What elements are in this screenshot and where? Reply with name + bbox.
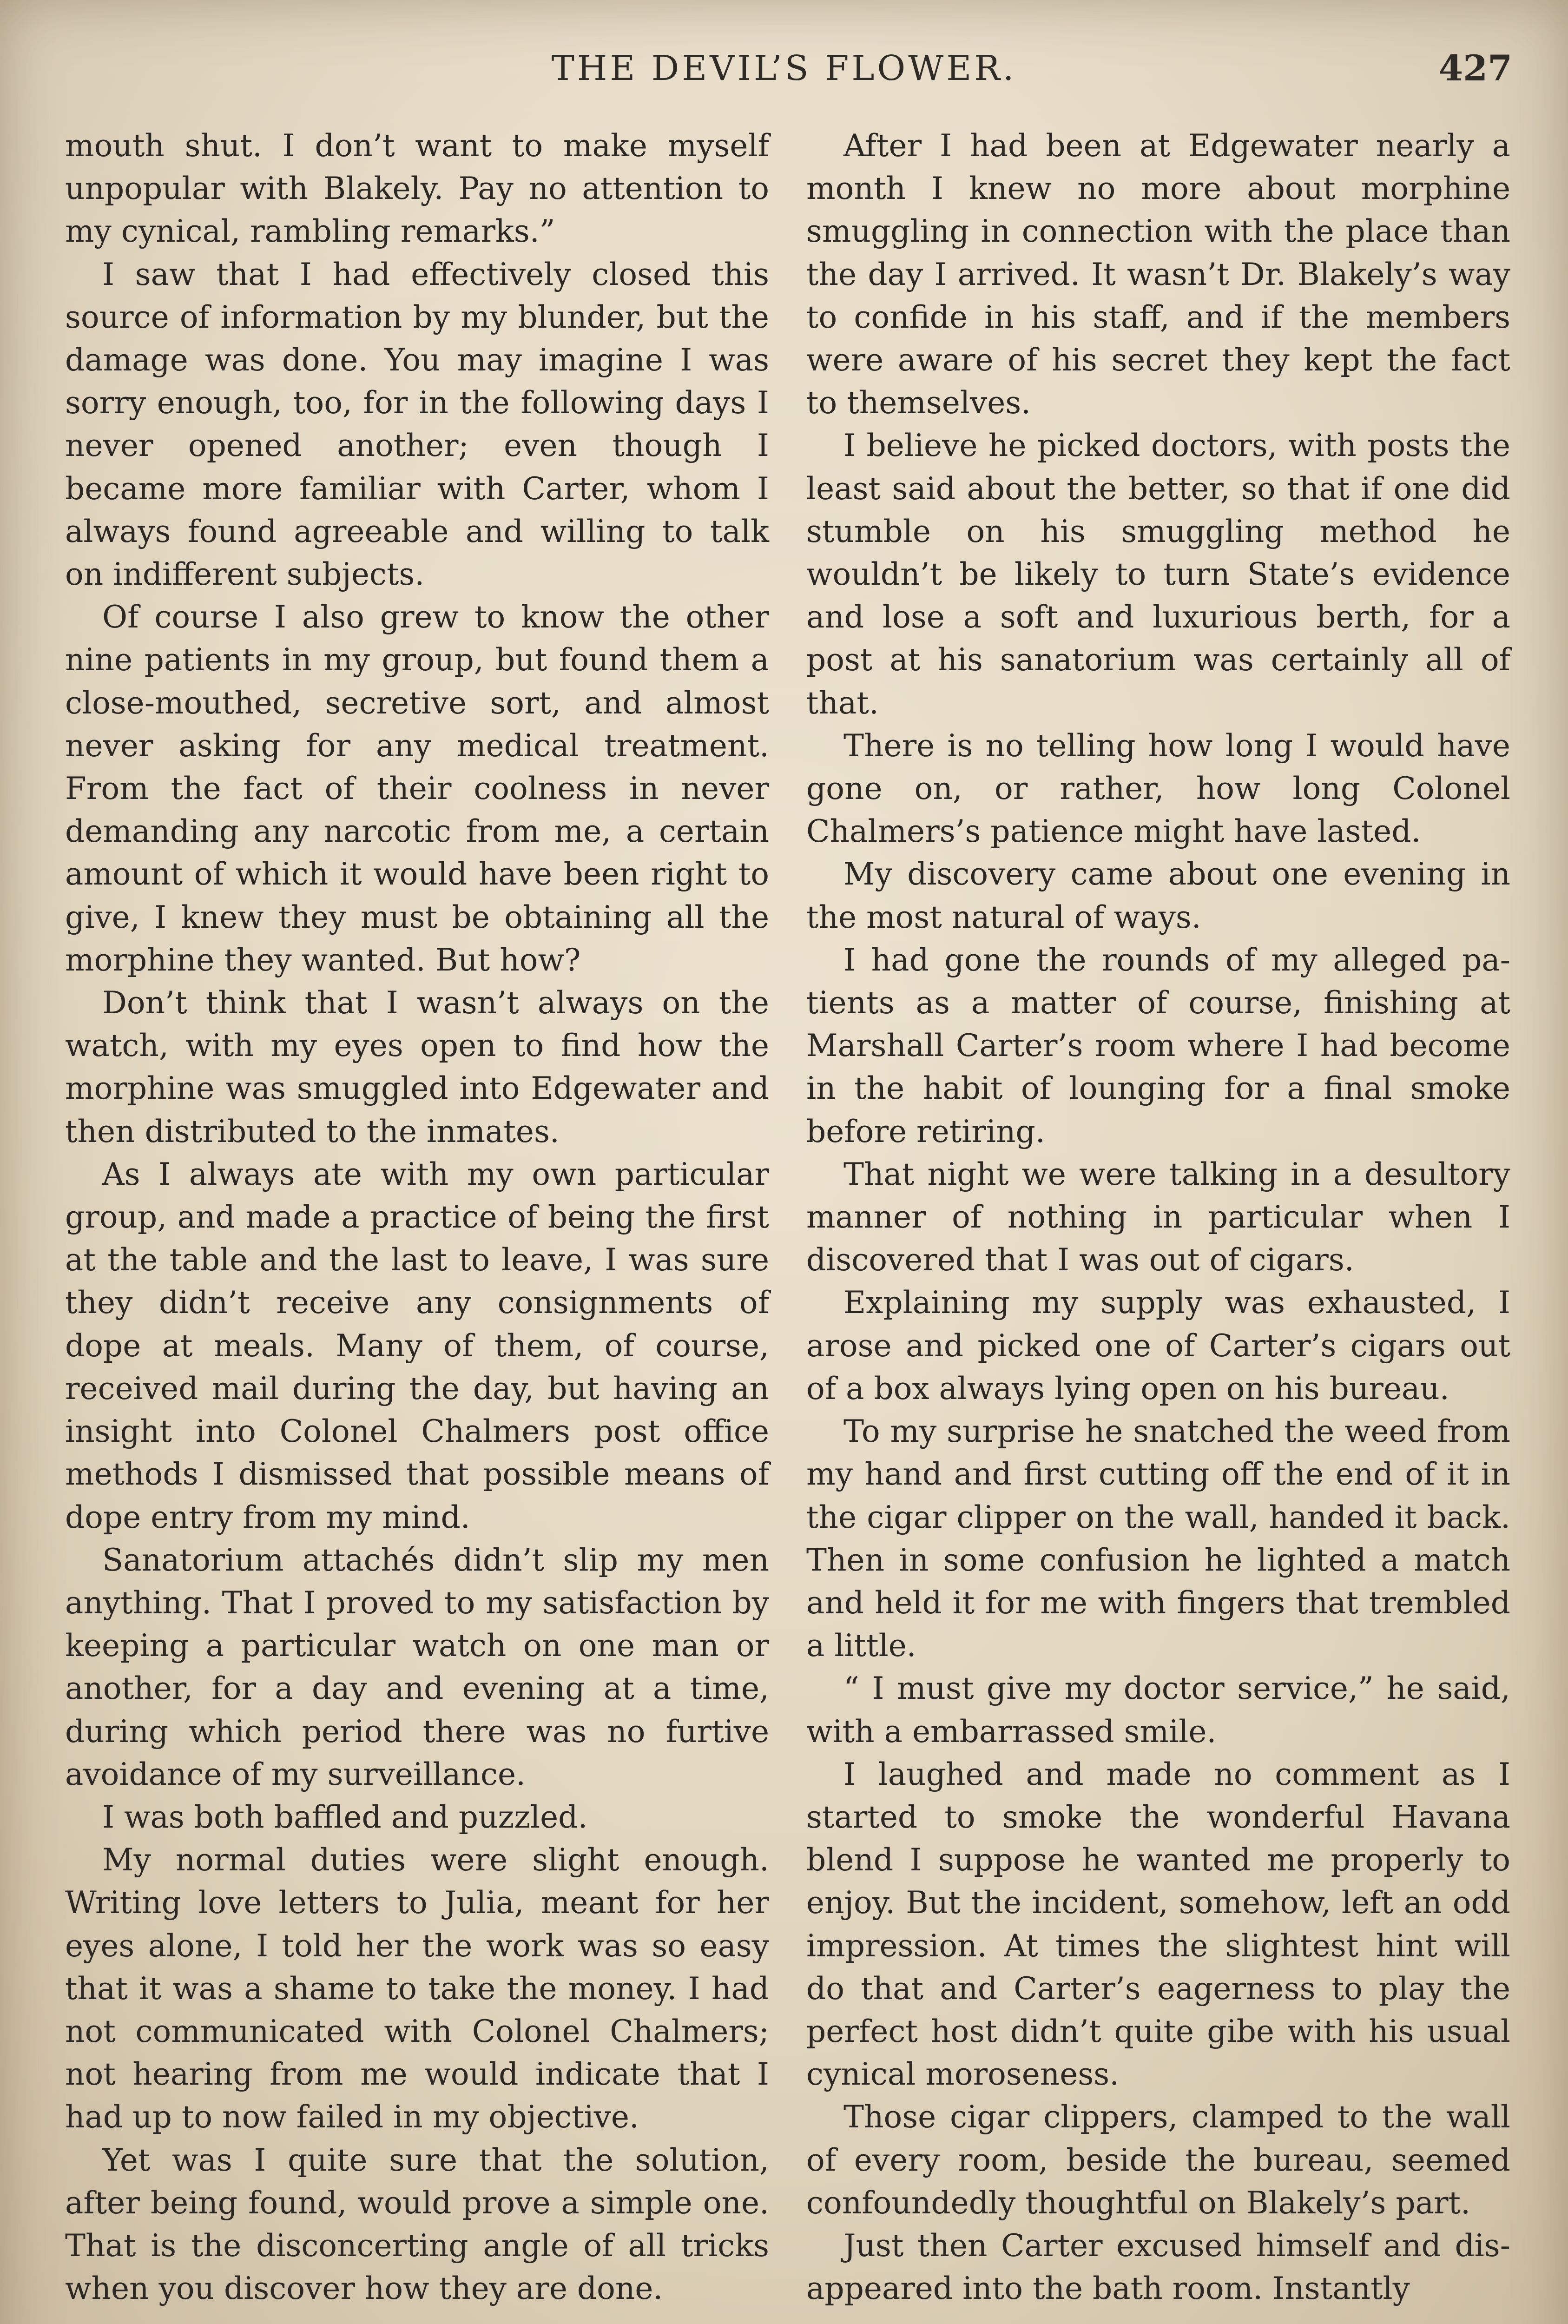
paragraph: As I always ate with my own particular group, and made a practice of being the first at the table and the last to leave, I was sure they didn’t receive any consignments of dope at meals. Many of them, of course, received mail during the day, but having an insight into Colonel Chalmers post office methods I dismissed that possible means of dope entry from my mind. — [65, 1156, 769, 1535]
paragraph: My normal duties were slight enough. Writing love letters to Julia, meant for her eyes alone, I told her the work was so easy that it was a shame to take the money. I had not communicated with Colonel Chalmers; not hearing from me would indicate that I had up to now failed in my objective. — [65, 1842, 769, 2135]
paragraph: I had gone the rounds of my alleged patients as a matter of course, finishing at Marshall Carter’s room where I had become in the habit of lounging for a final smoke before retiring. — [806, 942, 1510, 1149]
paragraph: Of course I also grew to know the other nine patients in my group, but found them a close-mouthed, secretive sort, and almost never asking for any medical treatment. From the fact of their coolness in never demanding any narcotic from me, a certain amount of which it would have been right to give, I knew they must be obtaining all the morphine they wanted. But how? — [65, 599, 769, 978]
paragraph: Sanatorium attachés didn’t slip my men anything. That I proved to my satisfaction by keeping a particular watch on one man or another, for a day and evening at a time, during which period there was no furtive avoidance of my surveillance. — [65, 1542, 769, 1792]
paragraph: My discovery came about one evening in the most natural of ways. — [806, 856, 1510, 935]
paragraph: I believe he picked doctors, with posts the least said about the better, so that if one did stumble on his smuggling method he wouldn’t be likely to turn State’s evidence and lose a soft and luxurious berth, for a post at his sanatorium was certainly all of that. — [806, 428, 1510, 721]
paragraph: “ I must give my doctor service,” he said, with a embarrassed smile. — [806, 1670, 1510, 1750]
right-column — [806, 125, 1510, 2310]
paragraph: After I had been at Edgewater nearly a month I knew no more about morphine smuggling in connection with the place than the day I arrived. It wasn’t Dr. Blakely’s way to confide in his staff, and if the members were aware of his secret they kept the fact to themselves. — [806, 128, 1510, 421]
paragraph: mouth shut. I don’t want to make myself unpopular with Blakely. Pay no attention to my cynical, rambling remarks.” — [65, 128, 769, 250]
paragraph: I was both baffled and puzzled. — [102, 1799, 588, 1835]
paragraph: There is no telling how long I would have gone on, or rather, how long Colonel Chalmers’s patience might have lasted. — [806, 727, 1510, 850]
paragraph: That night we were talking in a desultory manner of nothing in particular when I discovered that I was out of cigars. — [806, 1156, 1510, 1278]
paragraph: To my surprise he snatched the weed from my hand and first cutting off the end of it in the cigar clipper on the wall, handed it back. Then in some confusion he lighted a match and held it for me with fingers that trembled a little. — [806, 1413, 1510, 1664]
paragraph: Those cigar clippers, clamped to the wall of every room, beside the bureau, seemed confoundedly thoughtful on Blakely’s part. — [806, 2099, 1510, 2221]
paragraph: Yet was I quite sure that the solution, after being found, would prove a simple one. That is the disconcerting angle of all tricks when you discover how they are done. — [65, 2142, 769, 2307]
paragraph: I saw that I had effectively closed this source of information by my blunder, but the damage was done. You may imagine I was sorry enough, too, for in the following days I never opened another; even though I became more familiar with Carter, whom I always found agreeable and willing to talk on indifferent subjects. — [65, 256, 769, 593]
left-column — [65, 125, 769, 2310]
page-number: 427 — [1438, 47, 1512, 89]
paragraph: I laughed and made no comment as I started to smoke the wonderful Havana blend I suppose he wanted me properly to enjoy. But the incident, somehow, left an odd impression. At times the slightest hint will do that and Carter’s eagerness to play the perfect host didn’t quite gibe with his usual cynical moroseness. — [806, 1756, 1510, 2093]
paragraph: Just then Carter excused himself and disappeared into the bath room. Instantly — [806, 2227, 1510, 2307]
running-title: THE DEVIL’S FLOWER. — [551, 48, 1017, 88]
running-head — [0, 43, 1568, 94]
paragraph: Explaining my supply was exhausted, I arose and picked one of Carter’s cigars out of a box always lying open on his bureau. — [806, 1285, 1510, 1406]
paragraph: Don’t think that I wasn’t always on the watch, with my eyes open to find how the morphine was smuggled into Edgewater and then distributed to the inmates. — [65, 985, 769, 1149]
